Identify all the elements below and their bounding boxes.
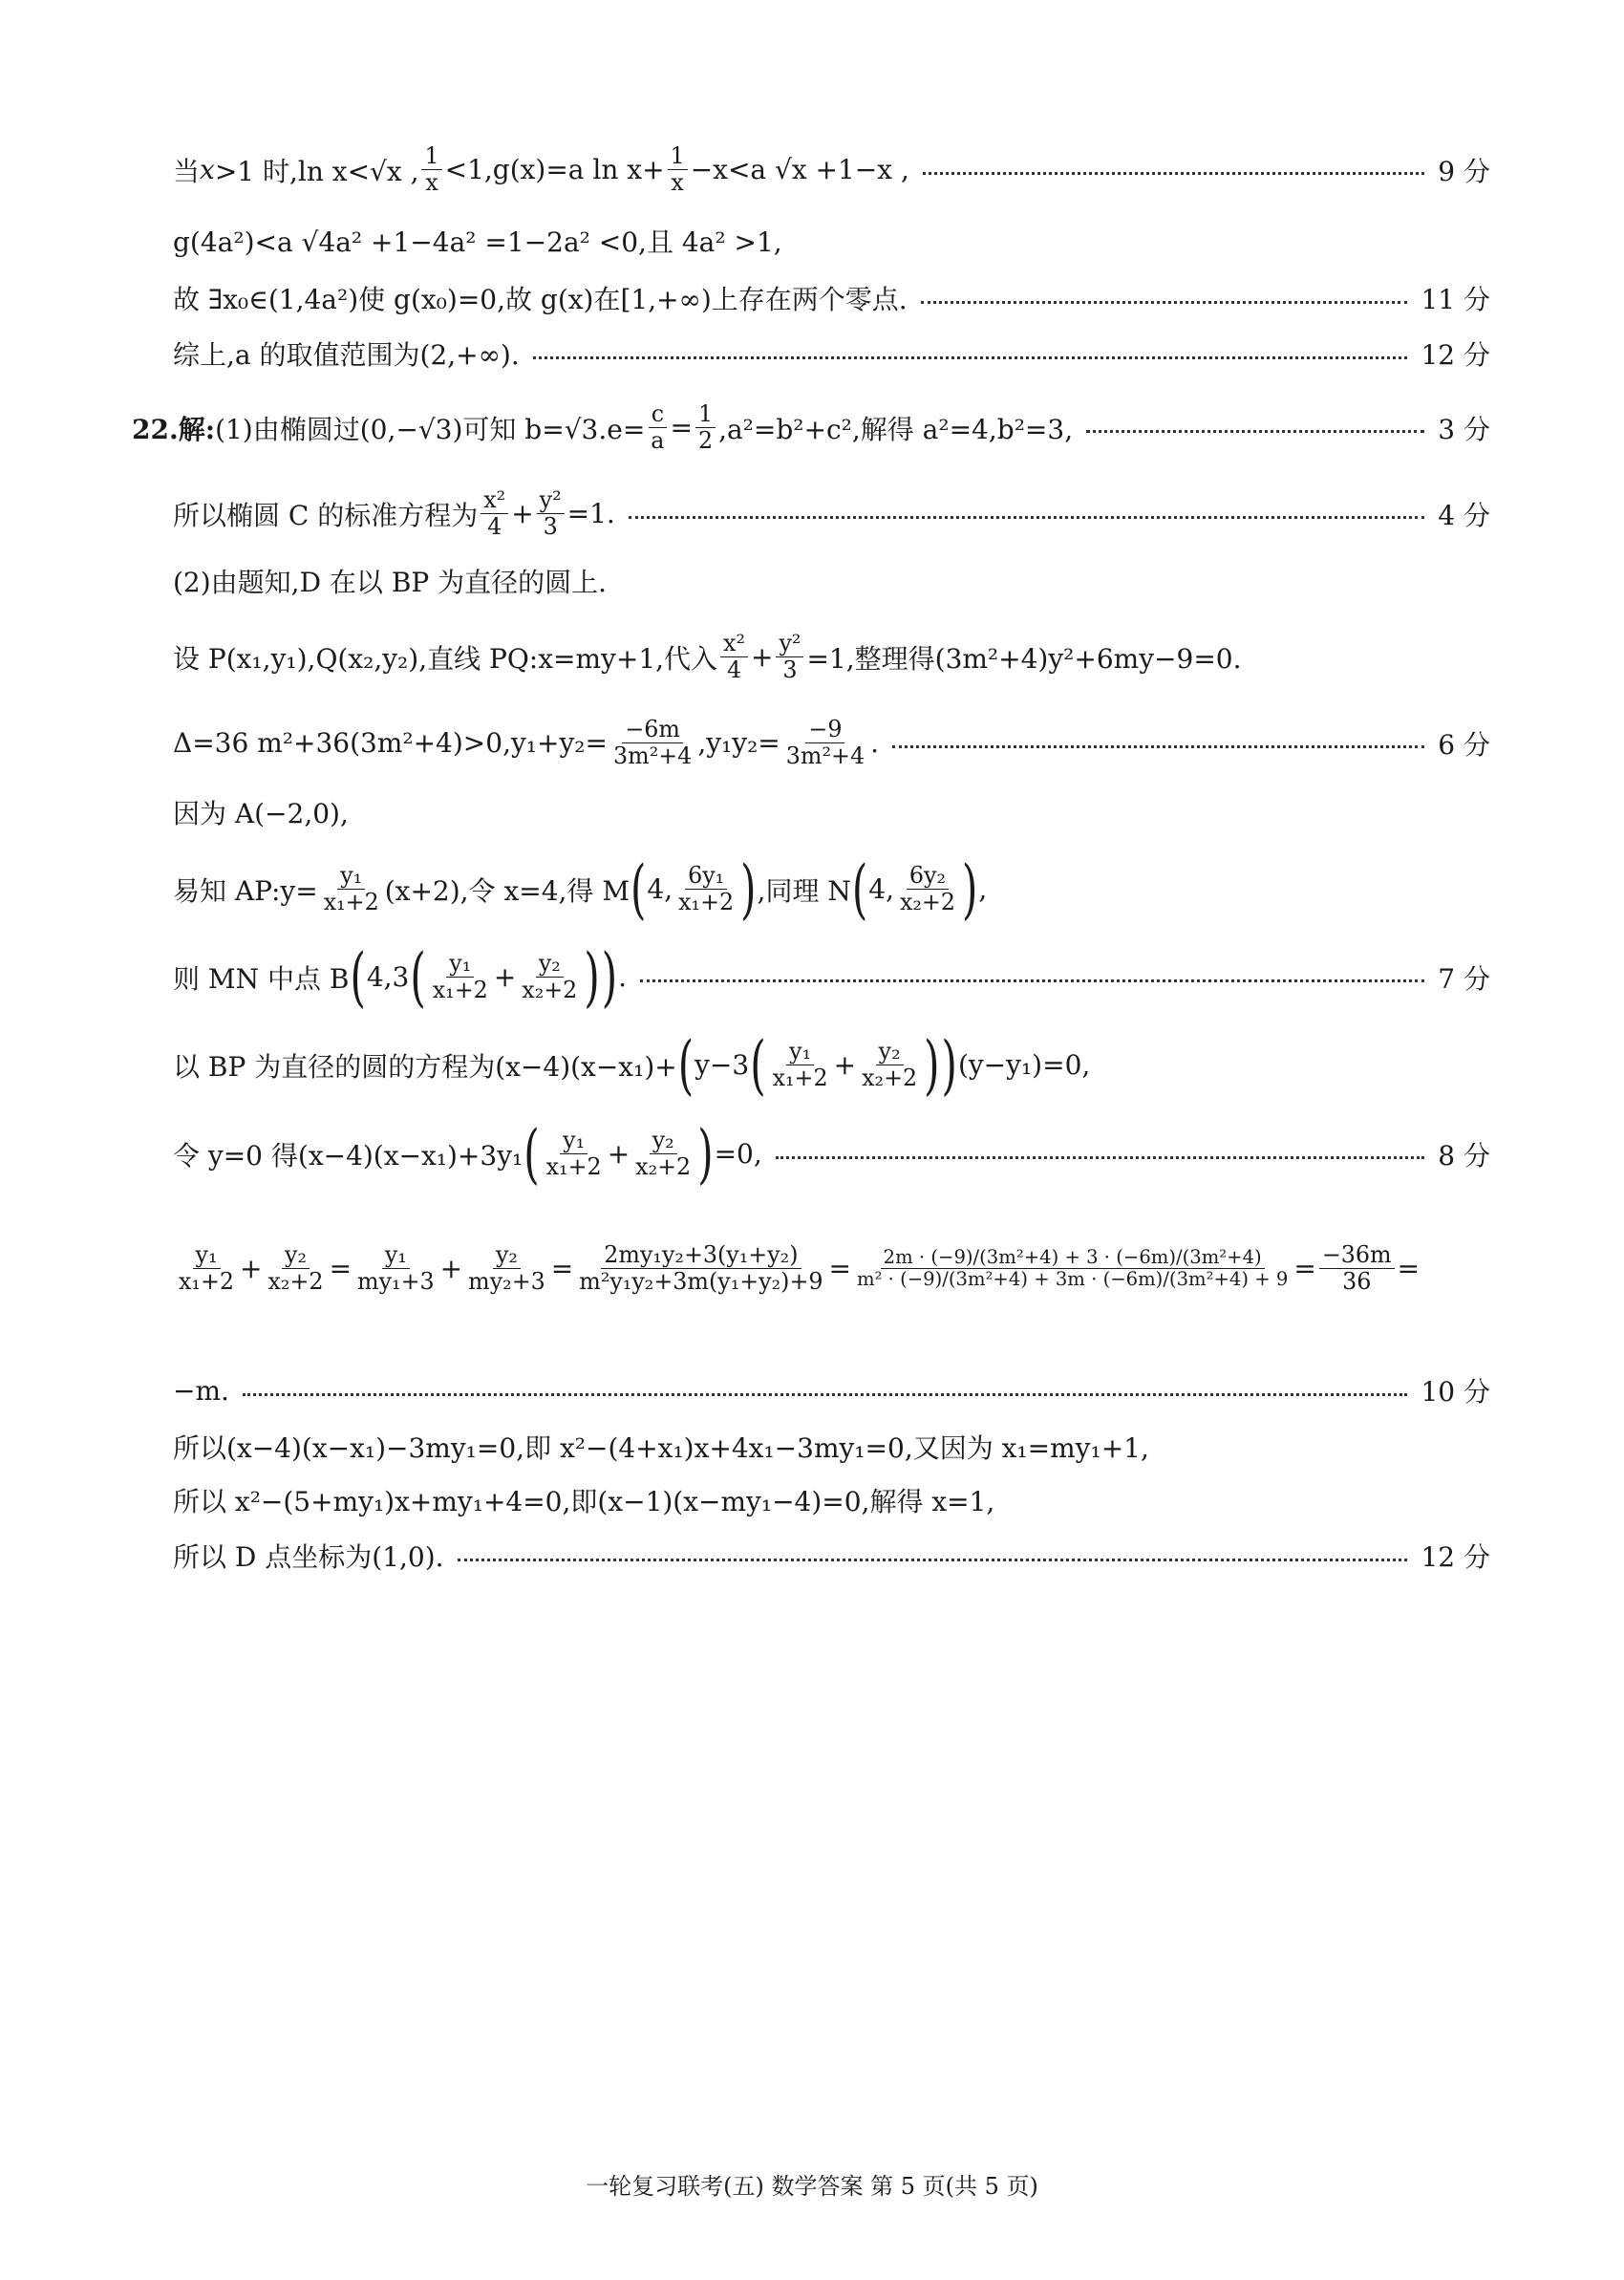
step-line-11 — [173, 850, 1490, 927]
fraction: $\frac{-9}{\text{3m²+4}}$ — [785, 716, 865, 770]
fraction: $\frac{\text{y₁}}{\text{my₁+3}}$ — [357, 1241, 435, 1296]
dot-leader — [629, 516, 1424, 519]
text: (x+2),令 x=4,得 M — [384, 874, 630, 907]
fraction: $\frac{\text{y₂}}{\text{x₂+2}}$ — [267, 1241, 324, 1296]
step-line-19 — [173, 1537, 1490, 1575]
paren: ( — [677, 1026, 694, 1103]
dot-leader — [243, 1393, 1408, 1396]
var: x — [200, 154, 215, 186]
fraction: $\frac{c}{a}$ — [648, 401, 667, 455]
question-number: 22.解: — [132, 413, 216, 445]
text: 令 y=0 得(x−4)(x−x₁)+3y₁ — [173, 1139, 524, 1172]
text: 易知 AP:y= — [173, 874, 318, 907]
fraction: $\frac{\text{6y₂}}{\text{x₂+2}}$ — [899, 862, 956, 916]
fraction: $\frac{\text{2m · (−9)/(3m²+4) + 3 · (−6m)/(3m²+4)}}{\text{m² · (−9)/(3m²+4) + 3m · (−6m)/(3m²+4) + 9}}$ — [857, 1245, 1289, 1291]
fraction: $\frac{\text{y₁}}{\text{x₁+2}}$ — [432, 950, 488, 1004]
text: + — [607, 1138, 630, 1171]
text: 所以椭圆 C 的标准方程为 — [173, 499, 479, 531]
step-line-10 — [173, 793, 1490, 831]
step-line-1 — [173, 143, 1490, 197]
operator: = — [329, 1253, 353, 1285]
text: 则 MN 中点 B — [173, 962, 350, 995]
fraction: $\frac{\text{x²}}{4}$ — [720, 631, 748, 684]
text: 4,3 — [366, 961, 410, 994]
text: −x<a √x +1−x , — [690, 154, 909, 186]
text: + — [493, 961, 517, 994]
step-line-12 — [173, 938, 1490, 1015]
text: . — [618, 961, 628, 994]
fraction: $\frac{\text{y₁}}{\text{x₁+2}}$ — [772, 1038, 828, 1092]
paren: ( — [750, 1026, 766, 1103]
step-line-2 — [173, 222, 1490, 260]
text: 当 — [173, 155, 201, 187]
fraction: $\frac{1}{x}$ — [421, 143, 441, 197]
score-label: 10 分 — [1421, 1376, 1490, 1408]
score-label: 6 分 — [1438, 728, 1490, 761]
paren: ) — [697, 1115, 714, 1192]
fraction: $\frac{\text{2my₁y₂+3(y₁+y₂)}}{\text{m²y₁y₂+3m(y₁+y₂)+9}}$ — [579, 1241, 823, 1296]
score-label: 8 分 — [1438, 1139, 1490, 1172]
step-line-4 — [173, 334, 1490, 373]
text: 所以(x−4)(x−x₁)−3my₁=0,即 x²−(4+x₁)x+4x₁−3my₁=0,又因为 x₁=my₁+1, — [173, 1432, 1149, 1464]
text: 综上,a 的取值范围为(2,+∞). — [173, 339, 520, 371]
paren: ( — [524, 1115, 540, 1192]
operator: + — [439, 1253, 463, 1285]
score-label: 7 分 — [1438, 962, 1490, 995]
text: . — [870, 727, 879, 760]
text: <1,g(x)=a ln x+ — [444, 154, 665, 186]
fraction: $\frac{-36m}{36}$ — [1319, 1242, 1395, 1296]
text: 以 BP 为直径的圆的方程为(x−4)(x−x₁)+ — [173, 1050, 677, 1083]
text: y−3 — [694, 1049, 750, 1082]
dot-leader — [892, 745, 1424, 748]
operator: = — [1397, 1253, 1421, 1285]
text: (y−y₁)=0, — [957, 1049, 1091, 1082]
dot-leader — [776, 1156, 1425, 1159]
text: =0, — [714, 1138, 762, 1171]
operator: = — [1293, 1253, 1316, 1285]
paren: ( — [350, 938, 366, 1015]
paren: ) — [740, 850, 757, 927]
step-line-9 — [173, 717, 1490, 770]
step-line-18 — [173, 1481, 1490, 1519]
text: + — [751, 641, 774, 674]
dot-leader — [458, 1559, 1408, 1561]
text: =1,整理得(3m²+4)y²+6my−9=0. — [806, 642, 1242, 675]
paren: ( — [851, 850, 868, 927]
paren: ) — [962, 850, 978, 927]
page-footer: 一轮复习联考(五) 数学答案 第 5 页(共 5 页) — [586, 2173, 1038, 2200]
step-line-3 — [173, 279, 1490, 317]
fraction: $\frac{\text{y₁}}{\text{x₁+2}}$ — [179, 1241, 235, 1296]
paren: ) — [941, 1026, 957, 1103]
operator: + — [240, 1253, 263, 1285]
fraction: $\frac{-6m}{\text{3m²+4}}$ — [612, 716, 693, 770]
dot-leader — [640, 979, 1424, 982]
text: =1. — [566, 498, 615, 530]
fraction: $\frac{1}{x}$ — [668, 143, 688, 197]
paren: ( — [630, 850, 647, 927]
score-label: 3 分 — [1438, 413, 1490, 445]
step-line-7 — [173, 562, 1490, 600]
text: 4, — [868, 873, 894, 906]
paren: ( — [410, 938, 426, 1015]
step-line-15 — [173, 1242, 1490, 1296]
fraction: $\frac{\text{x²}}{4}$ — [481, 487, 508, 541]
step-line-17 — [173, 1428, 1490, 1466]
paren: ) — [924, 1026, 940, 1103]
fraction: $\frac{\text{y²}}{3}$ — [776, 631, 803, 684]
text: Δ=36 m²+36(3m²+4)>0,y₁+y₂= — [173, 727, 608, 760]
step-line-16 — [173, 1371, 1490, 1409]
text: , — [978, 873, 988, 906]
fraction: $\frac{\text{y₂}}{\text{x₂+2}}$ — [635, 1127, 692, 1181]
text: 因为 A(−2,0), — [173, 798, 349, 829]
text: ,同理 N — [757, 874, 851, 907]
text: (2)由题知,D 在以 BP 为直径的圆上. — [173, 567, 608, 598]
dot-leader — [1086, 430, 1424, 433]
text: + — [511, 498, 534, 530]
score-label: 11 分 — [1421, 284, 1490, 315]
fraction: $\frac{\text{6y₁}}{\text{x₁+2}}$ — [678, 862, 735, 916]
score-label: 4 分 — [1438, 499, 1490, 531]
dot-leader — [923, 172, 1424, 175]
text: 所以 D 点坐标为(1,0). — [173, 1541, 444, 1573]
text: >1 时,ln x<√x , — [214, 155, 419, 187]
fraction: $\frac{\text{y₂}}{\text{x₂+2}}$ — [862, 1038, 918, 1092]
fraction: $\frac{\text{y₁}}{\text{x₁+2}}$ — [323, 862, 379, 916]
text: g(4a²)<a √4a² +1−4a² =1−2a² <0,且 4a² >1, — [173, 226, 782, 258]
step-line-8 — [173, 631, 1490, 684]
step-line-6 — [173, 487, 1490, 541]
fraction: $\frac{\text{y₁}}{\text{x₁+2}}$ — [545, 1127, 602, 1181]
step-line-13 — [173, 1026, 1490, 1103]
score-label: 9 分 — [1438, 155, 1490, 187]
text: 所以 x²−(5+my₁)x+my₁+4=0,即(x−1)(x−my₁−4)=0,解得 x=1, — [173, 1486, 995, 1517]
text: + — [833, 1049, 857, 1082]
text: 设 P(x₁,y₁),Q(x₂,y₂),直线 PQ:x=my+1,代入 — [173, 642, 718, 675]
fraction: $\frac{\text{y²}}{3}$ — [537, 487, 565, 541]
fraction: $\frac{\text{y₂}}{\text{my₂+3}}$ — [468, 1241, 545, 1296]
fraction: $\frac{\text{y₂}}{\text{x₂+2}}$ — [522, 950, 578, 1004]
text: = — [670, 412, 693, 444]
paren: ) — [584, 938, 600, 1015]
step-line-14 — [173, 1115, 1490, 1192]
operator: = — [828, 1253, 851, 1285]
operator: = — [550, 1253, 574, 1285]
text: ,y₁y₂= — [697, 727, 780, 760]
text: (1)由椭圆过(0,−√3)可知 b=√3.e= — [215, 413, 646, 445]
text: −m. — [173, 1374, 229, 1407]
text: 故 ∃x₀∈(1,4a²)使 g(x₀)=0,故 g(x)在[1,+∞)上存在两个零点. — [173, 284, 908, 315]
paren: ) — [601, 938, 618, 1015]
dot-leader — [533, 356, 1408, 359]
question-22-line-1 — [132, 401, 1490, 455]
score-label: 12 分 — [1421, 339, 1490, 371]
dot-leader — [921, 301, 1408, 304]
score-label: 12 分 — [1421, 1541, 1490, 1573]
text: 4, — [647, 873, 673, 906]
fraction: $\frac{1}{2}$ — [695, 401, 716, 455]
text: ,a²=b²+c²,解得 a²=4,b²=3, — [718, 413, 1074, 445]
